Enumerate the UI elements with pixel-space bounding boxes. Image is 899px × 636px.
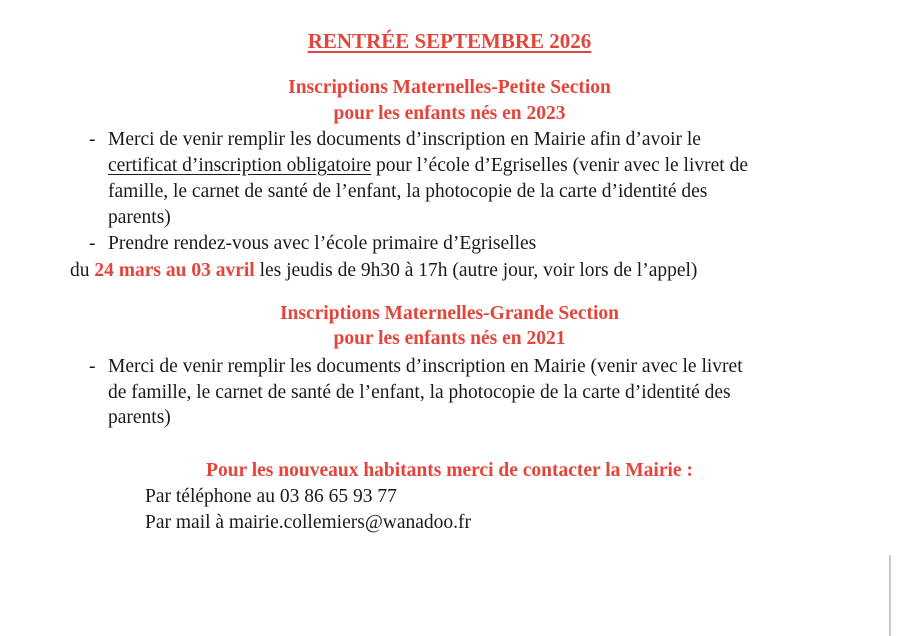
- registration-dates: [70, 258, 697, 283]
- section1-bullet1-line2-rest: pour l’école d’Egriselles (venir avec le livret de: [371, 155, 748, 176]
- section2-bullet1-line2: de famille, le carnet de santé de l’enfant, la photocopie de la carte d’identité des: [108, 382, 731, 403]
- mandatory-certificate: certificat d’inscription obligatoire: [108, 155, 372, 176]
- section2-bullet1-line3: parents): [108, 407, 171, 428]
- contact-phone: Par téléphone au 03 86 65 93 77: [145, 486, 397, 507]
- contact-heading: Pour les nouveaux habitants merci de contacter la Mairie :: [206, 460, 693, 481]
- section1-bullet1-line2: [108, 153, 748, 178]
- section2-subheading: pour les enfants nés en 2021: [333, 328, 566, 349]
- section1-bullet1-line1: Merci de venir remplir les documents d’inscription en Mairie afin d’avoir le: [108, 129, 701, 150]
- section2-heading: Inscriptions Maternelles-Grande Section: [279, 303, 620, 324]
- bullet-marker: -: [89, 129, 96, 150]
- section1-subheading: pour les enfants nés en 2023: [333, 103, 566, 124]
- section1-heading: Inscriptions Maternelles-Petite Section: [288, 77, 611, 98]
- section1-bullet1-line4: parents): [108, 207, 171, 228]
- dates-prefix: du: [70, 260, 95, 281]
- dates-highlight: 24 mars au 03 avril: [94, 260, 255, 281]
- dates-rest: les jeudis de 9h30 à 17h (autre jour, voir lors de l’appel): [254, 260, 698, 281]
- page-title: RENTRÉE SEPTEMBRE 2026: [307, 29, 592, 53]
- section1-bullet1-line3: famille, le carnet de santé de l’enfant, la photocopie de la carte d’identité des: [108, 181, 708, 202]
- section1-bullet2: Prendre rendez-vous avec l’école primaire d’Egriselles: [108, 233, 537, 254]
- contact-email: Par mail à mairie.collemiers@wanadoo.fr: [145, 512, 472, 533]
- bullet-marker: -: [89, 356, 96, 377]
- scan-edge-line: [889, 555, 891, 636]
- bullet-marker: -: [89, 233, 96, 254]
- section2-bullet1-line1: Merci de venir remplir les documents d’inscription en Mairie (venir avec le livret: [108, 356, 743, 377]
